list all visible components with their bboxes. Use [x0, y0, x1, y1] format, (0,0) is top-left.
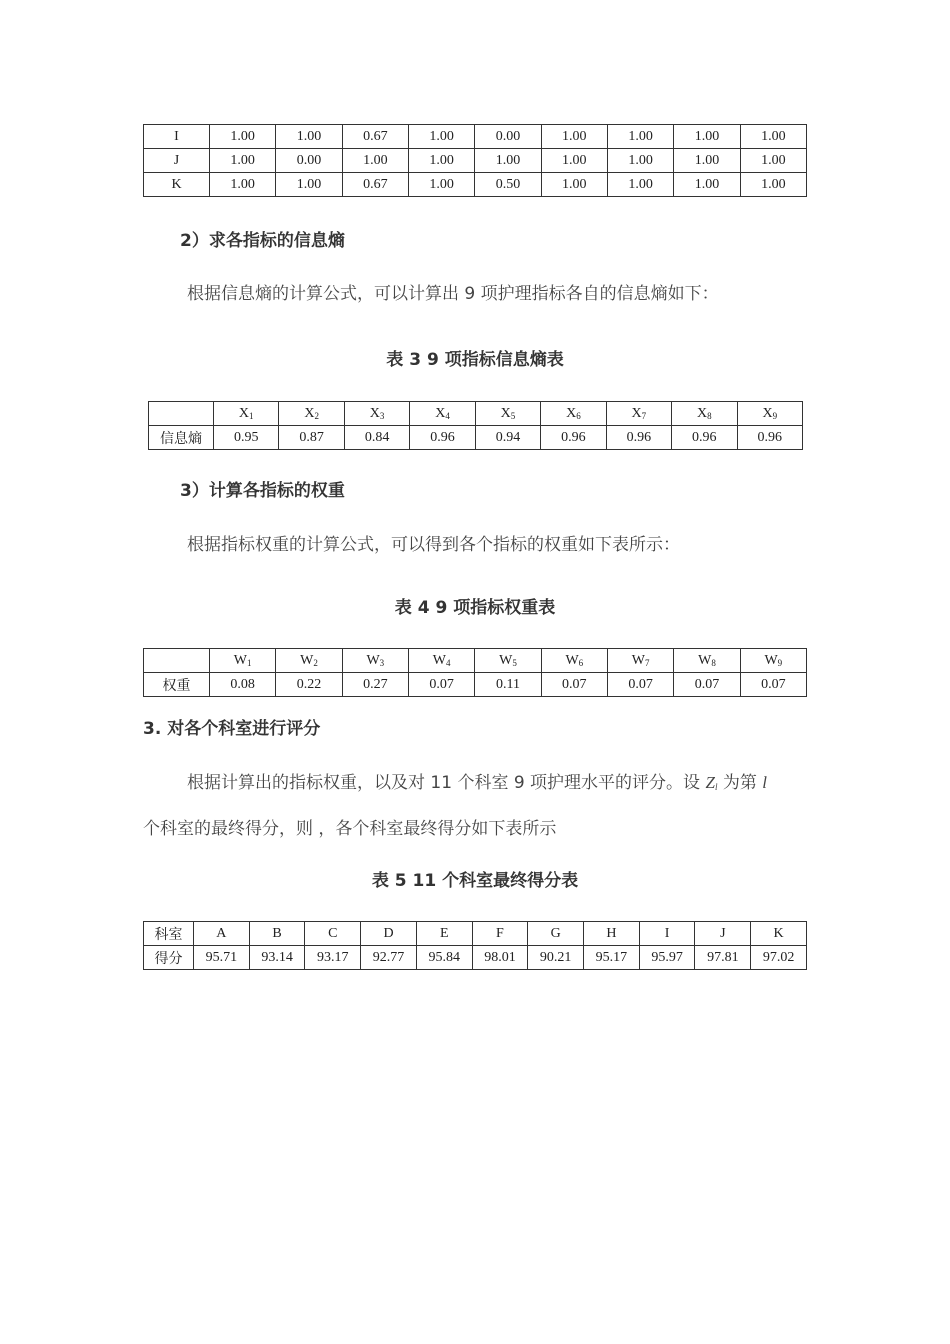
department-header: G [528, 922, 584, 946]
table-cell: 0.96 [410, 426, 475, 450]
header-label: 科室 [144, 922, 194, 946]
table-cell: 95.84 [416, 946, 472, 970]
table-cell: 1.00 [210, 173, 276, 197]
column-header [541, 402, 606, 426]
table-cell: 1.00 [541, 149, 607, 173]
table-row [144, 125, 807, 149]
header-var: X [696, 405, 708, 421]
row-label: J [144, 149, 210, 173]
table-cell: 0.87 [279, 426, 344, 450]
department-header: J [695, 922, 751, 946]
table-cell: 95.97 [639, 946, 695, 970]
entropy-table [148, 401, 803, 450]
row-label: 权重 [144, 673, 210, 697]
section-heading-weights: 3）计算各指标的权重 [180, 481, 345, 501]
header-var: W [764, 652, 778, 668]
header-subscript: 1 [247, 657, 252, 668]
table-cell: 0.00 [475, 125, 541, 149]
column-header [210, 649, 276, 673]
paragraph-weights: 根据指标权重的计算公式，可以得到各个指标的权重如下表所示： [187, 535, 680, 555]
table-cell: 1.00 [408, 125, 474, 149]
table-cell: 93.17 [305, 946, 361, 970]
table-cell: 1.00 [210, 149, 276, 173]
table-cell: 1.00 [740, 173, 806, 197]
var-z-sub: l [714, 782, 718, 792]
table-cell: 93.14 [249, 946, 305, 970]
table-cell: 0.07 [674, 673, 740, 697]
header-var: W [366, 652, 380, 668]
table-cell: 0.27 [342, 673, 408, 697]
column-header [214, 402, 279, 426]
header-var: W [432, 652, 446, 668]
table-cell: 1.00 [276, 173, 342, 197]
table-cell: 0.50 [475, 173, 541, 197]
column-header [672, 402, 737, 426]
header-var: X [500, 405, 511, 421]
header-var: X [566, 405, 577, 421]
row-label: K [144, 173, 210, 197]
table-cell: 1.00 [607, 149, 673, 173]
table-cell: 1.00 [475, 149, 541, 173]
table-cell: 1.00 [740, 125, 806, 149]
table-cell: 0.08 [210, 673, 276, 697]
table-cell: 1.00 [674, 125, 740, 149]
table-cell: 1.00 [740, 149, 806, 173]
table-cell: 90.21 [528, 946, 584, 970]
row-label: 信息熵 [149, 426, 214, 450]
column-header [342, 649, 408, 673]
table-cell: 1.00 [541, 173, 607, 197]
column-header [279, 402, 344, 426]
department-header: B [249, 922, 305, 946]
table-cell: 0.96 [672, 426, 737, 450]
column-header [475, 649, 541, 673]
table-cell: 1.00 [210, 125, 276, 149]
table-cell: 0.22 [276, 673, 342, 697]
table-cell: 1.00 [342, 149, 408, 173]
table-cell: 97.02 [751, 946, 807, 970]
table-cell: 0.11 [475, 673, 541, 697]
table-cell: 0.07 [541, 673, 607, 697]
indicator-normalized-table [143, 124, 807, 197]
header-subscript: 8 [707, 410, 712, 421]
table-cell: 0.96 [541, 426, 606, 450]
para-text-b: 为第 [717, 773, 763, 793]
header-var: X [631, 405, 642, 421]
department-header: A [194, 922, 250, 946]
table-cell: 1.00 [541, 125, 607, 149]
table-cell: 97.81 [695, 946, 751, 970]
table-cell: 0.95 [214, 426, 279, 450]
table-cell: 1.00 [607, 125, 673, 149]
paragraph-scoring-line1 [143, 762, 813, 808]
header-var: W [233, 652, 248, 668]
column-header [475, 402, 540, 426]
table-cell: 0.96 [737, 426, 803, 450]
table3-caption: 表 3 9 项指标信息熵表 [386, 350, 564, 370]
column-header [344, 402, 409, 426]
table-cell: 1.00 [276, 125, 342, 149]
column-header [541, 649, 607, 673]
table4-caption: 表 4 9 项指标权重表 [394, 598, 556, 618]
table-cell: 0.00 [276, 149, 342, 173]
paragraph-entropy: 根据信息熵的计算公式，可以计算出 9 项护理指标各自的信息熵如下： [187, 284, 719, 304]
header-var: W [565, 652, 579, 668]
header-subscript: 7 [641, 410, 647, 421]
header-subscript: 8 [711, 657, 716, 668]
table-header-blank [144, 649, 210, 673]
header-var: X [762, 405, 773, 421]
header-subscript: 5 [510, 410, 516, 421]
table-cell: 0.96 [606, 426, 671, 450]
department-header: C [305, 922, 361, 946]
table-cell: 0.67 [342, 125, 408, 149]
header-var: W [698, 652, 712, 668]
header-subscript: 1 [249, 410, 254, 421]
table-cell: 95.71 [194, 946, 250, 970]
table-cell: 0.84 [344, 426, 409, 450]
column-header [408, 649, 474, 673]
para-text-a: 根据计算出的指标权重，以及对 11 个科室 9 项护理水平的评分。设 [187, 773, 706, 793]
row-label: I [144, 125, 210, 149]
department-header: D [361, 922, 417, 946]
header-subscript: 6 [576, 410, 581, 421]
header-subscript: 2 [314, 410, 319, 421]
table-cell: 98.01 [472, 946, 528, 970]
column-header [276, 649, 342, 673]
table-cell: 95.17 [584, 946, 640, 970]
header-subscript: 2 [313, 657, 318, 668]
table-cell: 1.00 [408, 149, 474, 173]
column-header [607, 649, 673, 673]
table-row [144, 173, 807, 197]
header-subscript: 7 [644, 657, 650, 668]
table-row [144, 149, 807, 173]
table-cell: 1.00 [607, 173, 673, 197]
table-header-blank [149, 402, 214, 426]
var-l: l [762, 773, 767, 792]
table-cell: 0.94 [475, 426, 540, 450]
table-cell: 0.67 [342, 173, 408, 197]
table-cell: 0.07 [408, 673, 474, 697]
table-cell: 92.77 [361, 946, 417, 970]
table5-caption: 表 5 11 个科室最终得分表 [371, 871, 579, 891]
var-z: Z [705, 773, 715, 792]
column-header [410, 402, 475, 426]
table-cell: 1.00 [674, 149, 740, 173]
header-subscript: 9 [772, 410, 778, 421]
department-header: F [472, 922, 528, 946]
column-header [606, 402, 671, 426]
department-scores-table [143, 921, 807, 970]
table-cell: 1.00 [408, 173, 474, 197]
weights-table [143, 648, 807, 697]
column-header [674, 649, 740, 673]
paragraph-scoring-line2: 个科室的最终得分，则 ，各个科室最终得分如下表所示 [143, 819, 557, 839]
table-cell: 0.07 [740, 673, 806, 697]
header-subscript: 3 [379, 410, 385, 421]
header-var: X [435, 405, 446, 421]
section-heading-entropy: 2）求各指标的信息熵 [180, 231, 345, 251]
row-label: 得分 [144, 946, 194, 970]
header-var: X [369, 405, 380, 421]
paragraph-scoring [143, 762, 813, 850]
column-header [737, 402, 803, 426]
column-header [740, 649, 806, 673]
header-subscript: 3 [379, 657, 385, 668]
header-var: X [238, 405, 250, 421]
header-var: X [304, 405, 315, 421]
department-header: H [584, 922, 640, 946]
department-header: I [639, 922, 695, 946]
header-subscript: 9 [777, 657, 783, 668]
table-cell: 0.07 [607, 673, 673, 697]
header-var: W [300, 652, 314, 668]
table-cell: 1.00 [674, 173, 740, 197]
header-subscript: 4 [446, 657, 451, 668]
department-header: K [751, 922, 807, 946]
header-subscript: 5 [512, 657, 517, 668]
header-var: W [499, 652, 513, 668]
section-heading-scoring: 3. 对各个科室进行评分 [143, 719, 321, 739]
header-subscript: 6 [578, 657, 584, 668]
department-header: E [416, 922, 472, 946]
header-var: W [631, 652, 645, 668]
header-subscript: 4 [445, 410, 450, 421]
